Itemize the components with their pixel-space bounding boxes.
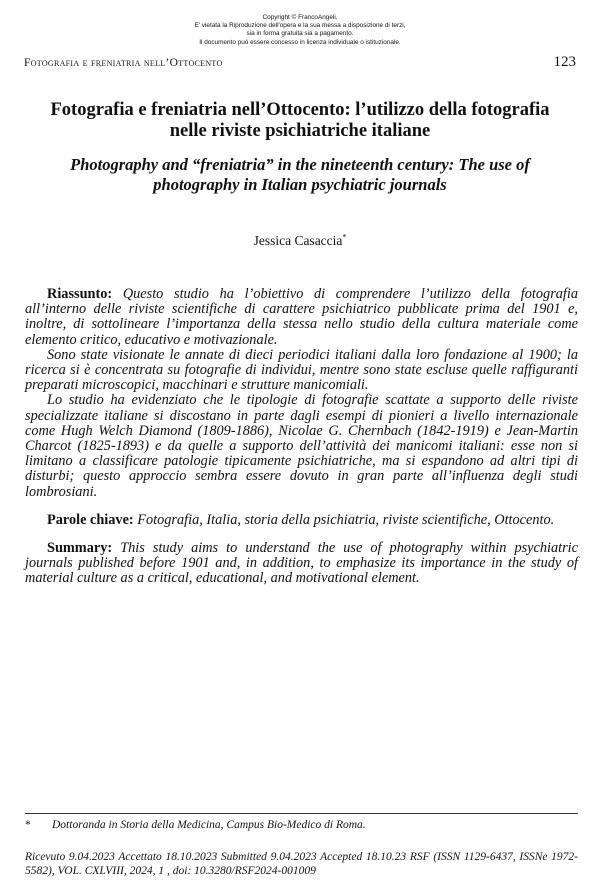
footnote-divider bbox=[25, 813, 578, 814]
summary-paragraph bbox=[25, 541, 578, 587]
copyright-line: sia in forma gratuita sia a pagamento. bbox=[246, 30, 354, 38]
citation-info: Ricevuto 9.04.2023 Accettato 18.10.2023 Submitted 9.04.2023 Accepted 18.10.23 RSF (ISSN 1129-6437, ISSNe 1972-5582), VOL. CXLVIII, 2024, 1 , doi: 10.3280/RSF2024-001009 bbox=[25, 851, 578, 877]
keywords-text: Fotografia, Italia, storia della psichiatria, riviste scientifiche, Ottocento. bbox=[137, 511, 555, 528]
footnote bbox=[25, 818, 578, 832]
article-title: Fotografia e freniatria nell’Ottocento: l’utilizzo della fotografia nelle riviste psichiatriche italiane bbox=[50, 100, 550, 141]
riassunto-paragraph: Sono state visionate le annate di dieci periodici italiani dalla loro fondazione al 1900; la ricerca si è concentrata su fotografie di individui, mentre sono state escluse quelle raffiguranti preparati microscopici, macchinari e strutture manicomiali. bbox=[25, 346, 578, 394]
copyright-line: Il documento può essere concesso in licenza individuale o istituzionale. bbox=[199, 38, 401, 46]
running-title: Fotografia e freniatria nell’Ottocento bbox=[24, 57, 223, 69]
footnote-text: Dottoranda in Storia della Medicina, Campus Bio-Medico di Roma. bbox=[52, 819, 366, 831]
footnote-mark: * bbox=[25, 819, 31, 831]
keywords-label: Parole chiave: bbox=[47, 511, 134, 528]
copyright-notice bbox=[0, 14, 600, 47]
author-line bbox=[0, 233, 600, 249]
page-number: 123 bbox=[553, 54, 576, 70]
article-title-english: Photography and “freniatria” in the nineteenth century: The use of photography in Italian psychiatric journals bbox=[70, 155, 530, 194]
keywords-paragraph bbox=[25, 513, 578, 528]
running-header bbox=[24, 54, 576, 71]
author-name: Jessica Casaccia bbox=[253, 233, 343, 248]
copyright-line: Copyright © FrancoAngeli. bbox=[262, 14, 338, 21]
riassunto-paragraph: Lo studio ha evidenziato che le tipologie di fotografie scattate a supporto delle riviste specializzate italiane si discostano in parte dagli esempi di pionieri a livello internazionale come Hugh Welch Diamond (1809-1886), Nicolae G. Chernbach (1842-1919) e Jean-Martin Charcot (1825-1893) e da quelle a supporto dell’attività dei manicomi italiani: esse non si limitano a classificare patologie tipicamente psichiatriche, ma si espandono ad altri tipi di disturbi; questo approccio sembra essere dovuto in gran parte all’influenza degli studi lombrosiani. bbox=[25, 392, 578, 500]
summary-label: Summary: bbox=[47, 540, 113, 557]
riassunto-text: Questo studio ha l’obiettivo di comprendere l’utilizzo della fotografia all’interno delle riviste scientifiche di carattere psichiatrico pubblicate prima del 1901 e, inoltre, di sottolineare l’importanza della stessa nello studio della cultura materiale come elemento critico, educativo e motivazionale. bbox=[25, 286, 578, 348]
riassunto-paragraph bbox=[25, 287, 578, 348]
copyright-line: E' vietata la Riproduzione dell'opera e la sua messa a disposizione di terzi, bbox=[194, 22, 406, 30]
summary-text: This study aims to understand the use of photography within psychiatric journals published before 1901 and, in addition, to emphasize its importance in the study of material culture as a critical, educational, and motivational element. bbox=[25, 540, 578, 587]
title-block bbox=[30, 100, 570, 195]
riassunto-label: Riassunto: bbox=[47, 286, 113, 302]
abstract-section bbox=[25, 287, 578, 587]
author-footnote-mark: * bbox=[342, 232, 347, 242]
